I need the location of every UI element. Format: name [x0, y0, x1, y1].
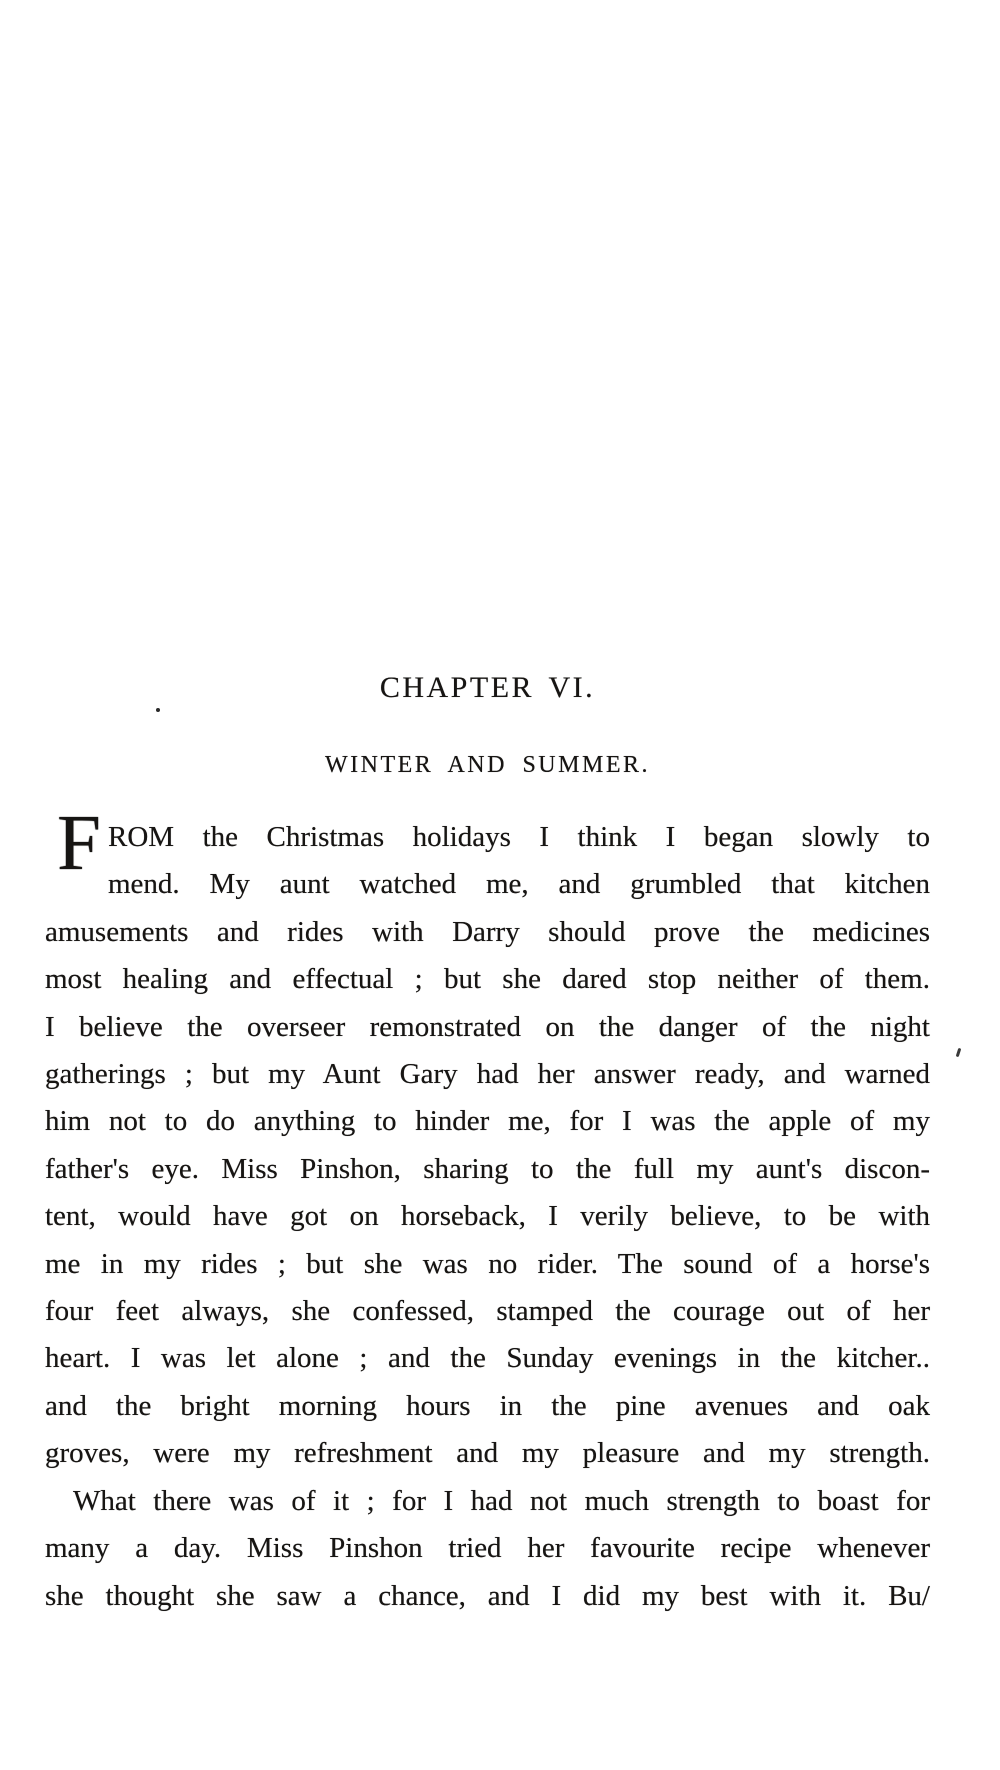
text-line: groves, were my refreshment and my pleasure and my strength. [45, 1437, 930, 1470]
text-line: I believe the overseer remonstrated on the danger of the night [45, 1010, 930, 1043]
paragraph-1-opening [45, 800, 930, 909]
text-line: heart. I was let alone ; and the Sunday evenings in the kitcher.. [45, 1342, 930, 1375]
text-line: most healing and effectual ; but she dared stop neither of them. [45, 963, 930, 996]
chapter-heading: CHAPTER VI. [379, 671, 596, 704]
text-line: ROM the Christmas holidays I think I began slowly to [108, 821, 930, 853]
scan-speck [956, 1048, 962, 1057]
text-line: she thought she saw a chance, and I did my best with it. Bu/ [45, 1579, 930, 1612]
drop-cap: F [57, 800, 101, 887]
paragraph-1 [45, 800, 930, 1478]
chapter-subtitle: WINTER AND SUMMER. [324, 752, 650, 778]
text-line: father's eye. Miss Pinshon, sharing to the full my aunt's discon- [45, 1152, 930, 1185]
text-line: gatherings ; but my Aunt Gary had her answer ready, and warned [45, 1058, 930, 1091]
scan-speck [156, 708, 160, 712]
page-body [45, 800, 930, 1620]
text-line: me in my rides ; but she was no rider. The sound of a horse's [45, 1247, 930, 1280]
paragraph-2 [45, 1478, 930, 1620]
text-line: mend. My aunt watched me, and grumbled that kitchen [108, 868, 930, 901]
text-line: amusements and rides with Darry should prove the medicines [45, 915, 930, 948]
text-line: four feet always, she confessed, stamped the courage out of her [45, 1295, 930, 1328]
text-line: him not to do anything to hinder me, for I was the apple of my [45, 1105, 930, 1138]
text-line: and the bright morning hours in the pine avenues and oak [45, 1389, 930, 1422]
paragraph-1-rest [45, 909, 930, 1478]
text-line: tent, would have got on horseback, I verily believe, to be with [45, 1200, 930, 1233]
text-line: What there was of it ; for I had not much strength to boast for [73, 1484, 930, 1517]
text-line: many a day. Miss Pinshon tried her favourite recipe whenever [45, 1532, 930, 1565]
